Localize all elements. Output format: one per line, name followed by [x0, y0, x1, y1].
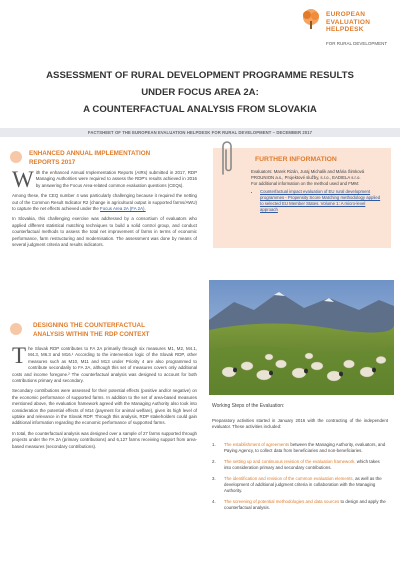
list-item	[212, 442, 388, 455]
sheep-pasture-photo	[209, 280, 394, 395]
logo-line3: HELPDESK	[326, 26, 364, 33]
info-evaluators: Evaluators: Marek Rizán, Juraj Michalik and Mária Šimková PROUNION a.s., Projektové služby, s.r.o., EADIELA s.r.o.	[251, 169, 365, 180]
factsheet-bar: FACTSHEET OF THE EUROPEAN EVALUATION HELPDESK FOR RURAL DEVELOPMENT – DECEMBER 2017	[0, 128, 400, 137]
info-heading: FURTHER INFORMATION	[255, 156, 337, 163]
step-text: between the Managing Authority, evaluators, and Paying Agency, to collect data from beneficiaries and non-beneficiaries.	[224, 442, 386, 454]
info-text	[251, 169, 383, 213]
info-link-list	[251, 189, 383, 213]
section1-paragraph-3: In Slovakia, this challenging exercise was addressed by a consortium of evaluators who applied different statistical matching techniques to build a solid control group, and conduct counterfactual methods to assess the total net improvement of farms in terms of economic performance, farm restructuring and modernisation. The assessment was done by means of several judgment criteria and results indicators.	[12, 216, 197, 248]
step-number: 3.	[212, 475, 216, 481]
paperclip-icon	[216, 138, 236, 178]
section2-body	[12, 343, 197, 454]
section-bullet-icon	[10, 151, 22, 163]
section2-p1-text: he Slovak RDP contributes to FA 2A primarily through six measures M1, M2, M4.1, M4.3, M6.3 and M16.¹ According to the intervention logic of the Slovak RDP, other measures such as M10, M11 and M13 under Priority 4 are also programmed to contribute secondarily to FA 2A, although this set of measures covers only additional costs and income foregone.² The counterfactual analysis was designed to account for both contributions primary and secondary.	[12, 346, 197, 384]
working-steps-list	[212, 442, 388, 516]
helpdesk-logo	[300, 8, 390, 58]
dropcap-t: T	[12, 343, 27, 368]
section1-p2-text: Among these, the CEQ number 4 was particularly challenging because it required the netting out of the Common Result Indicator R2 (change in agricultural output in supported farms/AWU) to capture the net effects achieved under the	[12, 193, 197, 212]
page-title	[0, 67, 400, 118]
logo-line4: FOR RURAL DEVELOPMENT	[326, 41, 388, 46]
section-bullet-icon	[10, 323, 22, 335]
section1-body	[12, 167, 197, 252]
list-item	[212, 476, 388, 495]
list-item	[212, 499, 388, 512]
step-highlight: The identification and revision of the common evaluation elements,	[224, 475, 354, 481]
section2-heading-line2: ANALYSIS WITHIN THE RDP CONTEXT	[33, 331, 150, 338]
step-highlight: The setting up and continuous revision of the evaluation framework,	[224, 458, 356, 464]
section2-heading-line1: DESIGNING THE COUNTERFACTUAL	[33, 322, 145, 329]
section1-heading-line2: REPORTS 2017	[29, 159, 76, 166]
section2-paragraph-3: In total, the counterfactual analysis was designed over a sample of 27 farms supported through projects under the FA 2A (primary contributions) and 6,127 farms receiving support from area-based measures (secondary contributions).	[12, 430, 197, 449]
step-highlight: The screening of potential methodologies and data sources	[224, 498, 340, 504]
section1-paragraph-2	[12, 193, 197, 212]
working-steps-heading: Working Steps of the Evaluation:	[212, 403, 285, 409]
working-steps-intro: Preparatory activities started in January 2016 with the contracting of the independent evaluator. These activities included:	[212, 418, 388, 430]
focus-area-link[interactable]: Focus Area 2A (FA 2A).	[100, 206, 146, 212]
logo-line2: EVALUATION	[326, 18, 371, 26]
section2-paragraph-2: Secondary contributions were assessed for their potential effects (positive and/or negative) on the economic performance of supported farms. In addition to the set of area-based measures mentioned above, the evaluation framework agreed with the Managing Authority also took into consideration the potential effects of M14 (payment for animal welfare), given its high level of uptake and relevance in the Slovak RDP. Through this analysis, RDP stakeholders could gain additional information regarding the economic performance of supported farms.	[12, 388, 197, 426]
step-number: 4.	[212, 498, 216, 504]
dropcap-w: W	[12, 167, 34, 192]
title-line2: UNDER FOCUS AREA 2A:	[141, 87, 259, 98]
section1-heading	[29, 149, 150, 167]
step-highlight: The establishment of agreements	[224, 442, 290, 447]
list-item	[212, 459, 388, 472]
further-information-box	[213, 148, 391, 248]
step-text: to design and apply the counterfactual analysis.	[224, 498, 386, 511]
section1-paragraph-1	[12, 167, 197, 192]
step-number: 2.	[212, 458, 216, 464]
title-line3: A COUNTERFACTUAL ANALYSIS FROM SLOVAKIA	[83, 104, 317, 115]
counterfactual-evaluation-link[interactable]: • Counterfactual impact evaluation of EU rural development programmes - Propensity Score Matching methodology applied to selected EU Member States. Volume 1: A micro-level approach	[260, 189, 383, 213]
info-additional: For additional information on the method used and FMM:	[251, 181, 360, 186]
step-text: which takes into consideration primary and secondary contributions.	[224, 458, 380, 471]
section1-heading-line1: ENHANCED ANNUAL IMPLEMENTATION	[29, 150, 151, 157]
step-text: as well as the development of additional judgment criteria in collaboration with the Managing Authority.	[224, 475, 382, 494]
tree-logo-icon	[300, 8, 322, 30]
section1-p1-text: ith the enhanced Annual Implementation Reports (AIRs) submitted in 2017, RDP Managing Authorities were required to assess the RDP's results achieved in 2016 by answering the Focus Area-related common evaluation questions (CEQs).	[35, 170, 197, 188]
step-number: 1.	[212, 442, 216, 447]
section2-heading	[33, 321, 150, 339]
section2-paragraph-1	[12, 343, 197, 384]
logo-line1: EUROPEAN	[326, 11, 366, 18]
title-line1: ASSESSMENT OF RURAL DEVELOPMENT PROGRAMME RESULTS	[46, 70, 354, 81]
